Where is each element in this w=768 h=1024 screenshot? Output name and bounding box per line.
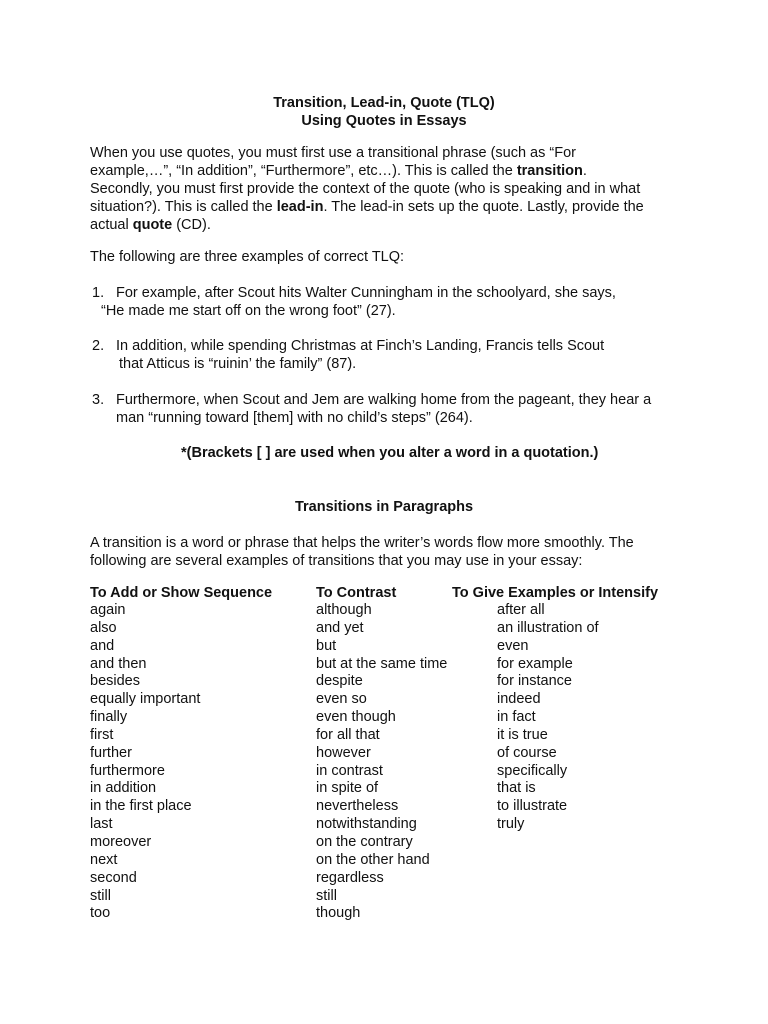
transition-word: still <box>90 887 111 904</box>
transition-word: of course <box>497 744 557 761</box>
transition-list-examples <box>497 602 599 834</box>
transition-word: in addition <box>90 780 157 797</box>
transition-word: though <box>316 905 361 922</box>
document-subtitle: Using Quotes in Essays <box>301 113 467 129</box>
examples-intro: The following are three examples of correct TLQ: <box>90 249 405 265</box>
example-line: “He made me start off on the wrong foot” (27). <box>101 303 396 319</box>
transition-word: moreover <box>90 833 152 850</box>
transition-word: to illustrate <box>497 798 568 815</box>
intro-line-2 <box>90 162 690 180</box>
bracket-note: *(Brackets [ ] are used when you alter a word in a quotation.) <box>181 445 599 461</box>
transition-word: regardless <box>316 869 384 886</box>
transitions-intro-line-1: A transition is a word or phrase that helps the writer’s words flow more smoothly. The <box>90 535 634 551</box>
intro-line-3: Secondly, you must first provide the context of the quote (who is speaking and in what <box>90 181 641 197</box>
document-title: Transition, Lead-in, Quote (TLQ) <box>273 95 495 111</box>
transition-list-contrast <box>316 602 447 923</box>
transition-word: it is true <box>497 726 548 743</box>
intro-text: (CD). <box>172 217 211 233</box>
transition-word: and then <box>90 655 147 672</box>
transition-word: an illustration of <box>497 619 599 636</box>
intro-text: . <box>582 163 587 179</box>
transition-word: too <box>90 905 111 922</box>
transitions-intro-line-2: following are several examples of transitions that you may use in your essay: <box>90 553 583 569</box>
transition-word: further <box>90 744 132 761</box>
intro-line-4 <box>90 198 690 216</box>
transition-word: truly <box>497 816 525 833</box>
transition-word: next <box>90 851 118 868</box>
transition-word: but at the same time <box>316 655 448 672</box>
intro-text: example,…”, “In addition”, “Furthermore”, etc…). This is called the <box>90 163 517 179</box>
example-number: 3. <box>92 392 105 408</box>
transition-word: in the first place <box>90 798 192 815</box>
example-line: man “running toward [them] with no child’s steps” (264). <box>116 410 473 426</box>
transitions-intro <box>90 534 690 570</box>
example-line: In addition, while spending Christmas at Finch’s Landing, Francis tells Scout <box>116 338 605 354</box>
transition-word: specifically <box>497 762 568 779</box>
example-line: that Atticus is “ruinin’ the family” (87). <box>119 356 357 372</box>
example-line: For example, after Scout hits Walter Cunningham in the schoolyard, she says, <box>116 285 616 301</box>
intro-paragraph <box>90 144 690 234</box>
transition-word: on the contrary <box>316 833 413 850</box>
intro-text: situation?). This is called the <box>90 199 277 215</box>
term-transition: transition <box>516 163 583 179</box>
transition-word: in spite of <box>316 780 379 797</box>
transition-word: and yet <box>316 619 364 636</box>
transition-word: besides <box>90 673 140 690</box>
example-line: Furthermore, when Scout and Jem are walking home from the pageant, they hear a <box>116 392 652 408</box>
example-number: 2. <box>92 338 105 354</box>
transition-word: indeed <box>497 691 541 708</box>
transition-word: and <box>90 637 115 654</box>
transition-word: despite <box>316 673 363 690</box>
transition-word: first <box>90 726 114 743</box>
column-heading-add-sequence: To Add or Show Sequence <box>90 585 273 601</box>
transition-word: that is <box>497 780 536 797</box>
intro-line-1: When you use quotes, you must first use a transitional phrase (such as “For <box>90 145 576 161</box>
intro-line-5 <box>90 216 690 234</box>
transition-word: last <box>90 816 113 833</box>
transition-word: again <box>90 602 126 618</box>
column-heading-contrast: To Contrast <box>316 585 397 601</box>
transition-word: equally important <box>90 691 201 708</box>
transition-word: even <box>497 637 529 654</box>
transition-word: however <box>316 744 371 761</box>
transition-word: for example <box>497 655 573 672</box>
intro-text: . The lead-in sets up the quote. Lastly, provide the <box>323 199 644 215</box>
intro-text: actual <box>90 217 133 233</box>
transition-word: still <box>316 887 337 904</box>
section-heading: Transitions in Paragraphs <box>294 499 474 515</box>
transition-word: furthermore <box>90 762 165 779</box>
transition-word: even though <box>316 709 396 726</box>
transition-word: second <box>90 869 137 886</box>
transition-word: also <box>90 619 117 636</box>
column-heading-examples: To Give Examples or Intensify <box>452 585 659 601</box>
transition-word: for all that <box>316 726 380 743</box>
transition-word: notwithstanding <box>316 816 417 833</box>
transition-word: but <box>316 637 337 654</box>
transition-word: on the other hand <box>316 851 430 868</box>
transition-word: nevertheless <box>316 798 399 815</box>
term-quote: quote <box>132 217 173 233</box>
term-lead-in: lead-in <box>276 199 324 215</box>
transition-word: even so <box>316 691 367 708</box>
transition-list-add-sequence <box>90 602 200 923</box>
example-number: 1. <box>92 285 105 301</box>
transition-word: for instance <box>497 673 572 690</box>
transition-word: finally <box>90 709 128 726</box>
transition-word: after all <box>497 602 545 618</box>
transition-word: in fact <box>497 709 536 726</box>
transition-word: although <box>316 602 372 618</box>
transition-word: in contrast <box>316 762 383 779</box>
